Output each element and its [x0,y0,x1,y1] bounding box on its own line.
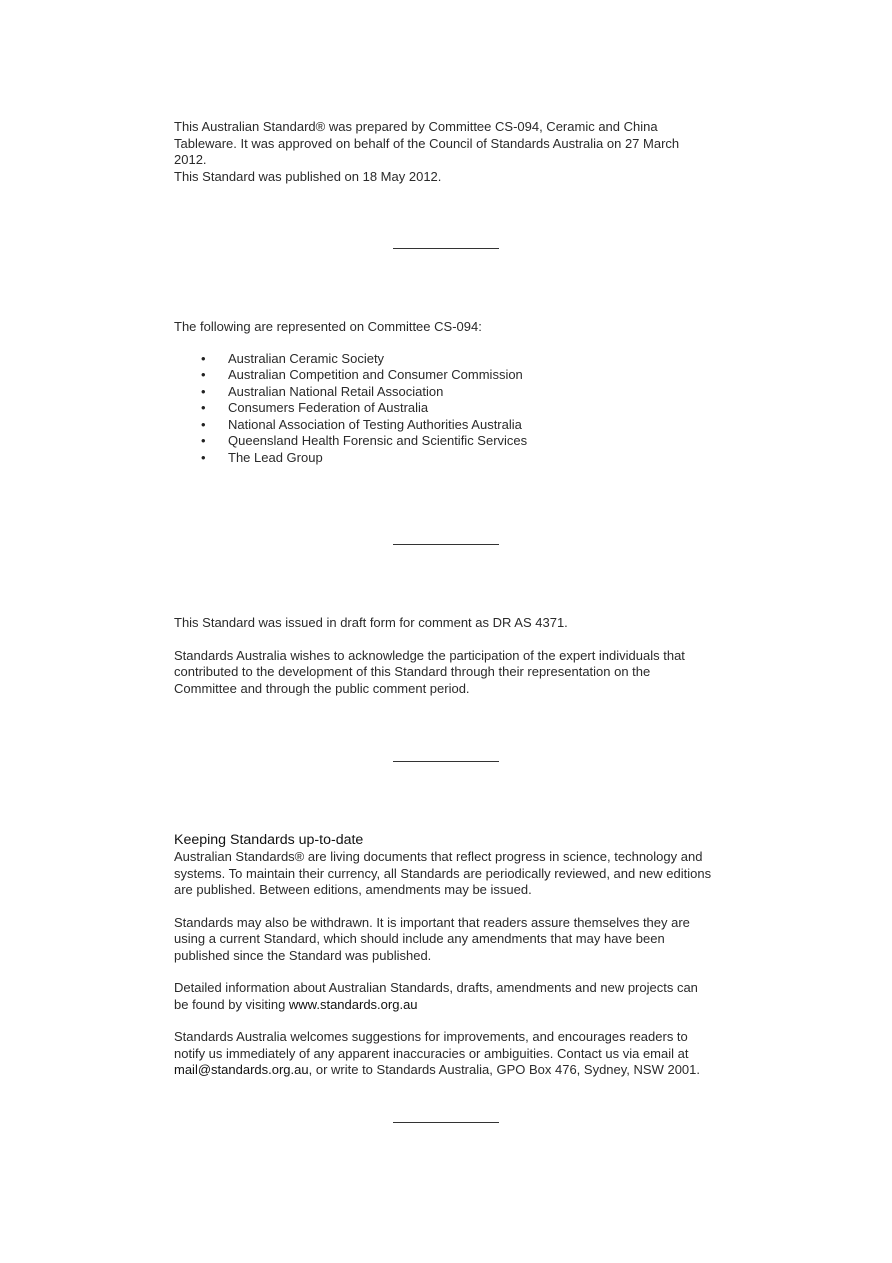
paragraph-line: Standards may also be withdrawn. It is important that readers assure themselves they are [174,914,690,930]
paragraph-line [174,1062,734,1079]
uptodate-section [174,832,734,1079]
list-item: • Australian Ceramic Society [174,351,734,368]
section-divider [393,761,499,762]
list-item: • Consumers Federation of Australia [174,400,734,417]
paragraph-line [174,997,734,1014]
paragraph-line: Detailed information about Australian Standards, drafts, amendments and new projects can [174,980,698,995]
section-divider [393,248,499,249]
draft-notice: This Standard was issued in draft form for comment as DR AS 4371. [174,615,568,630]
paragraph-text: , or write to Standards Australia, GPO Box 476, Sydney, NSW 2001. [308,1062,700,1077]
acknowledgement-line: Committee and through the public comment period. [174,680,470,696]
preparation-line: This Australian Standard® was prepared by Committee CS-094, Ceramic and China [174,119,658,134]
committee-intro: The following are represented on Committee CS-094: [174,319,482,334]
paragraph-line: Australian Standards® are living documents that reflect progress in science, technology and [174,849,703,864]
paragraph-line: notify us immediately of any apparent inaccuracies or ambiguities. Contact us via email at [174,1045,689,1061]
paragraph-line: published since the Standard was published. [174,947,432,963]
section-divider [393,1122,499,1123]
acknowledgement-line: Standards Australia wishes to acknowledge the participation of the expert individuals that [174,647,685,663]
draft-section [174,615,734,697]
acknowledgement-line: contributed to the development of this Standard through their representation on the [174,664,651,679]
committee-section [174,319,734,467]
email-link[interactable]: mail@standards.org.au [174,1062,309,1077]
section-heading: Keeping Standards up-to-date [174,832,364,848]
website-link[interactable]: www.standards.org.au [288,996,418,1012]
preparation-notice [174,119,734,185]
list-item: • Queensland Health Forensic and Scientific Services [174,433,734,450]
preparation-line: Tableware. It was approved on behalf of the Council of Standards Australia on 27 March [174,135,680,151]
list-item: • Australian Competition and Consumer Commission [174,367,734,384]
paragraph-line: using a current Standard, which should include any amendments that may have been [174,931,665,946]
paragraph-line: Standards Australia welcomes suggestions for improvements, and encourages readers to [174,1029,688,1044]
paragraph-text: be found by visiting [174,996,289,1012]
preparation-line: 2012. [174,152,207,167]
publication-date: This Standard was published on 18 May 2012. [174,168,442,184]
committee-member-list [174,351,734,467]
list-item: • The Lead Group [174,450,734,467]
paragraph-line: systems. To maintain their currency, all Standards are periodically reviewed, and new editions [174,865,712,881]
list-item: • National Association of Testing Authorities Australia [174,417,734,434]
list-item: • Australian National Retail Association [174,384,734,401]
paragraph-line: are published. Between editions, amendments may be issued. [174,882,532,897]
section-divider [393,544,499,545]
